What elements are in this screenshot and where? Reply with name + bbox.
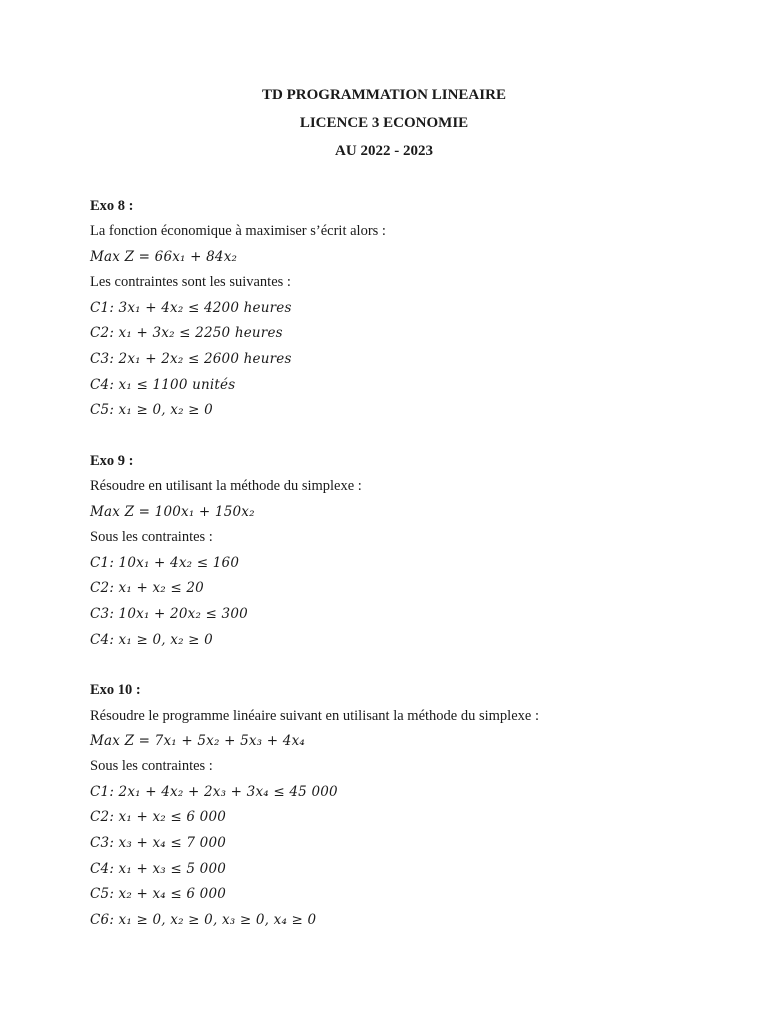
document-level: LICENCE 3 ECONOMIE [299,115,469,131]
exo10-constraint-c1: C1: 2x₁ + 4x₂ + 2x₃ + 3x₄ ≤ 45 000 [90,784,338,800]
academic-year: AU 2022 - 2023 [335,143,433,159]
exo8-intro: La fonction économique à maximiser s’écrit alors : [90,223,386,239]
exo9-constraints-intro: Sous les contraintes : [90,529,213,545]
exo8-constraint-c2: C2: x₁ + 3x₂ ≤ 2250 heures [90,325,283,341]
exo8-constraints-intro: Les contraintes sont les suivantes : [90,274,291,290]
exo9-constraint-c2: C2: x₁ + x₂ ≤ 20 [90,580,204,596]
exo10-constraint-c3: C3: x₃ + x₄ ≤ 7 000 [90,835,227,851]
exo8-title: Exo 8 : [90,198,134,214]
exo9-constraint-c3: C3: 10x₁ + 20x₂ ≤ 300 [90,606,248,622]
exo8-constraint-c1: C1: 3x₁ + 4x₂ ≤ 4200 heures [90,300,292,316]
exo9-constraint-c4: C4: x₁ ≥ 0, x₂ ≥ 0 [90,632,213,648]
exo10-objective: Max Z = 7x₁ + 5x₂ + 5x₃ + 4x₄ [90,733,305,749]
document-title: TD PROGRAMMATION LINEAIRE [262,87,506,103]
exo10-intro: Résoudre le programme linéaire suivant en utilisant la méthode du simplexe : [90,708,539,724]
exo10-title: Exo 10 : [90,682,141,698]
exo8-constraint-c3: C3: 2x₁ + 2x₂ ≤ 2600 heures [90,351,292,367]
exo10-constraint-c6: C6: x₁ ≥ 0, x₂ ≥ 0, x₃ ≥ 0, x₄ ≥ 0 [90,912,317,928]
exo8-objective: Max Z = 66x₁ + 84x₂ [90,249,238,265]
exo10-constraints-intro: Sous les contraintes : [90,758,213,774]
exo8-constraint-c5: C5: x₁ ≥ 0, x₂ ≥ 0 [90,402,213,418]
exo9-constraint-c1: C1: 10x₁ + 4x₂ ≤ 160 [90,555,240,571]
exo10-constraint-c5: C5: x₂ + x₄ ≤ 6 000 [90,886,227,902]
exo10-constraint-c2: C2: x₁ + x₂ ≤ 6 000 [90,809,227,825]
exo8-constraint-c4: C4: x₁ ≤ 1100 unités [90,377,236,393]
exo9-objective: Max Z = 100x₁ + 150x₂ [90,504,255,520]
exo9-title: Exo 9 : [90,453,134,469]
exo10-constraint-c4: C4: x₁ + x₃ ≤ 5 000 [90,861,227,877]
exo9-intro: Résoudre en utilisant la méthode du simplexe : [90,478,362,494]
